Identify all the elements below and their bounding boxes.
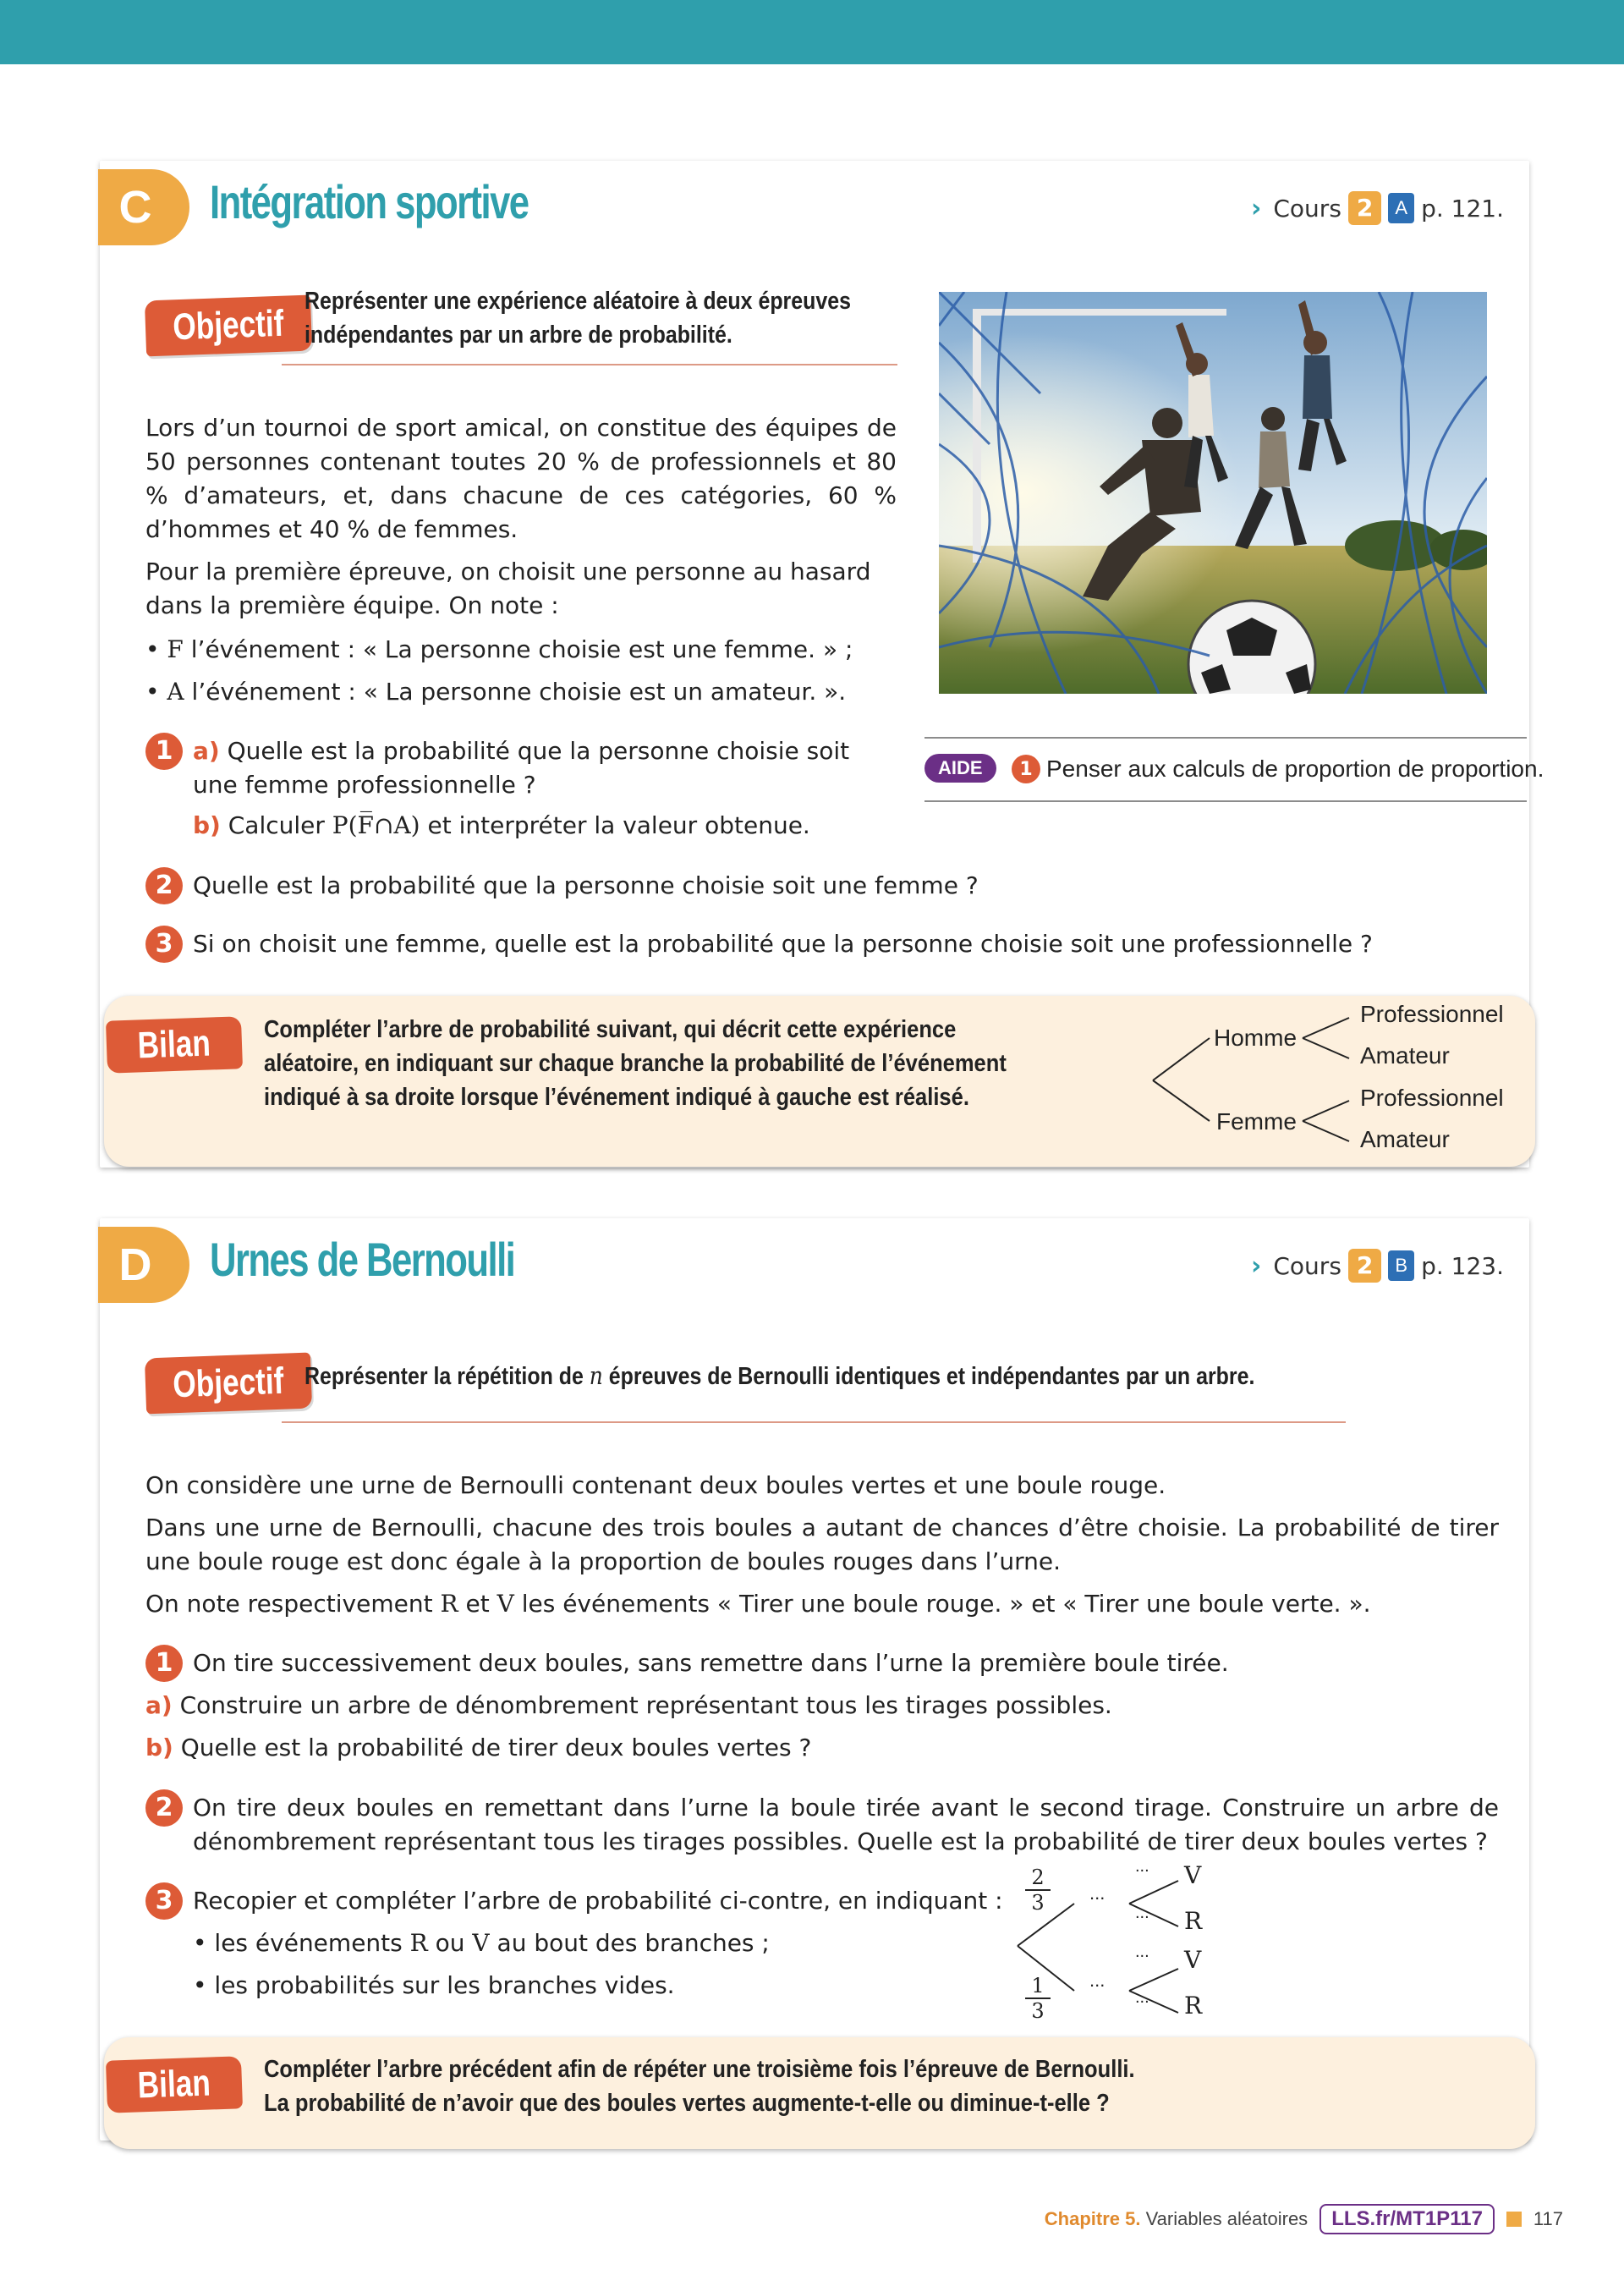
- footer-square-icon: [1506, 2212, 1522, 2227]
- page-number: 117: [1533, 2208, 1563, 2229]
- paragraph-d1: On considère une urne de Bernoulli contenant deux boules vertes et une boule rouge.: [145, 1471, 1166, 1499]
- section-letter-d: D: [98, 1227, 189, 1303]
- objectif-badge-c: Objectif: [145, 295, 312, 357]
- tree-leaf-professionnel-2: Professionnel: [1360, 1085, 1504, 1111]
- intro-paragraph-c: Lors d’un tournoi de sport amical, on constitue des équipes de 50 personnes contenant toutes 20 % de professionnels et 80 % d’amateurs, et, dans chacune de ces catégories, 60 % d’hommes et 40 % de femmes.: [145, 414, 897, 543]
- question-number-badge: 3: [145, 926, 183, 963]
- aide-badge: AIDE: [924, 754, 996, 783]
- paragraph-d2: Dans une urne de Bernoulli, chacune des trois boules a autant de chances d’être choisie. La probabilité de tirer une boule rouge est donc égale à la proportion de boules rouges dans l’urne.: [145, 1514, 1499, 1575]
- fraction-two-thirds: 2 3: [1025, 1866, 1051, 1914]
- section-title-c: Intégration sportive: [210, 175, 529, 228]
- question-number-badge: 1: [145, 733, 183, 770]
- objectif-underline: [282, 1421, 1346, 1423]
- tree-leaf-professionnel-1: Professionnel: [1360, 1001, 1504, 1027]
- cours-page: p. 121.: [1421, 194, 1504, 223]
- page-footer: [1045, 2204, 1563, 2234]
- cours-label: Cours: [1273, 194, 1341, 223]
- soccer-photo-illustration: [939, 292, 1487, 694]
- question-number-badge: 1: [145, 1645, 183, 1682]
- tree-node-homme: Homme: [1214, 1025, 1298, 1051]
- fraction-one-third: 1 3: [1025, 1975, 1051, 2022]
- cours-label: Cours: [1273, 1251, 1341, 1280]
- tree-dots-branch-1: ...: [1135, 1857, 1149, 1876]
- tree-leaf-amateur-2: Amateur: [1360, 1126, 1450, 1152]
- cours-reference-d[interactable]: [1251, 1249, 1504, 1283]
- bilan-text-d: Compléter l’arbre précédent afin de répéter une troisième fois l’épreuve de Bernoulli. La probabilité de n’avoir que des boules vertes augmente-t-elle ou diminue-t-elle ?: [264, 2056, 1135, 2117]
- tree-dots-branch-3: ...: [1135, 1943, 1149, 1961]
- soccer-photo: [939, 292, 1487, 694]
- bullet-a: • A l’événement : « La personne choisie est un amateur. ».: [145, 678, 847, 706]
- section-title-d: Urnes de Bernoulli: [210, 1233, 515, 1286]
- question-3-d: 3 Recopier et compléter l’arbre de probabilité ci-contre, en indiquant : • les événements R ou V au bout des branches ; • les probabilités sur les branches vides.: [145, 1884, 1042, 2003]
- question-number-badge: 3: [145, 1882, 183, 1920]
- aide-bottom-rule: [924, 800, 1527, 802]
- tree-leaf-v-2: V: [1184, 1946, 1202, 1974]
- objectif-text-d: Représenter la répétition de n épreuves de Bernoulli identiques et indépendantes par un arbre.: [304, 1361, 1255, 1390]
- bilan-text-c: Compléter l’arbre de probabilité suivant, qui décrit cette expérience aléatoire, en indiquant sur chaque branche la probabilité de l’événement indiqué à sa droite lorsque l’événement indiqué à gauche est réalisé.: [264, 1016, 1007, 1111]
- question-1-c: 1 a) Quelle est la probabilité que la personne choisie soit une femme professionnelle ? b) Calculer P(F̅∩A) et interpréter la valeur obtenue.: [145, 734, 890, 843]
- question-2-d: 2 On tire deux boules en remettant dans l’urne la boule tirée avant le second tirage. Construire un arbre de dénombrement représentant tous les tirages possibles. Quelle est la probabilité de tirer deux boules vertes ?: [145, 1791, 1499, 1859]
- aide-top-rule: [924, 737, 1527, 739]
- tree-leaf-r-2: R: [1184, 1992, 1203, 2019]
- chevron-right-icon: ›: [1251, 193, 1262, 223]
- tree-dots-node-2: ...: [1089, 1970, 1106, 1991]
- paragraph-d3: On note respectivement R et V les événements « Tirer une boule rouge. » et « Tirer une boule verte. ».: [145, 1590, 1371, 1618]
- question-number-badge: 2: [145, 867, 183, 904]
- cours-reference-c[interactable]: [1251, 191, 1504, 225]
- tree-leaf-amateur-1: Amateur: [1360, 1042, 1450, 1069]
- question-2-c: 2 Quelle est la probabilité que la personne choisie soit une femme ?: [145, 869, 1499, 903]
- bilan-badge-d: Bilan: [106, 2056, 243, 2113]
- cours-letter-badge: A: [1388, 193, 1414, 223]
- intro-paragraph-c2: Pour la première épreuve, on choisit une personne au hasard dans la première équipe. On note :: [145, 558, 871, 619]
- objectif-badge-d: Objectif: [145, 1353, 312, 1415]
- objectif-text-c: Représenter une expérience aléatoire à deux épreuves indépendantes par un arbre de probabilité.: [304, 288, 851, 349]
- bilan-badge-c: Bilan: [106, 1016, 243, 1074]
- question-number-badge: 2: [145, 1789, 183, 1827]
- tree-node-femme: Femme: [1216, 1108, 1297, 1135]
- aide-text: Penser aux calculs de proportion de proportion.: [1046, 756, 1544, 782]
- question-1-d: 1 On tire successivement deux boules, sans remettre dans l’urne la première boule tirée. a) Construire un arbre de dénombrement représentant tous les tirages possibles. b) Quelle est la probabilité de tirer deux boules vertes ?: [145, 1646, 1499, 1765]
- footer-link[interactable]: LLS.fr/MT1P117: [1320, 2204, 1495, 2234]
- objectif-underline: [282, 364, 897, 365]
- aide-number: 1: [1012, 755, 1040, 783]
- cours-number-badge: 2: [1348, 1249, 1381, 1283]
- cours-page: p. 123.: [1421, 1251, 1504, 1280]
- chevron-right-icon: ›: [1251, 1250, 1262, 1281]
- tree-dots-node-1: ...: [1089, 1882, 1106, 1904]
- tree-leaf-v-1: V: [1184, 1861, 1202, 1889]
- cours-letter-badge: B: [1388, 1250, 1414, 1281]
- cours-number-badge: 2: [1348, 191, 1381, 225]
- tree-dots-branch-2: ...: [1135, 1904, 1149, 1922]
- section-letter-c: C: [98, 169, 189, 245]
- bullet-f: • F l’événement : « La personne choisie est une femme. » ;: [145, 635, 853, 663]
- question-3-c: 3 Si on choisit une femme, quelle est la probabilité que la personne choisie soit une professionnelle ?: [145, 927, 1499, 961]
- top-banner: [0, 0, 1624, 64]
- tree-leaf-r-1: R: [1184, 1907, 1203, 1935]
- tree-dots-branch-4: ...: [1135, 1988, 1149, 2007]
- footer-chapter: Chapitre 5. Variables aléatoires: [1044, 2208, 1309, 2229]
